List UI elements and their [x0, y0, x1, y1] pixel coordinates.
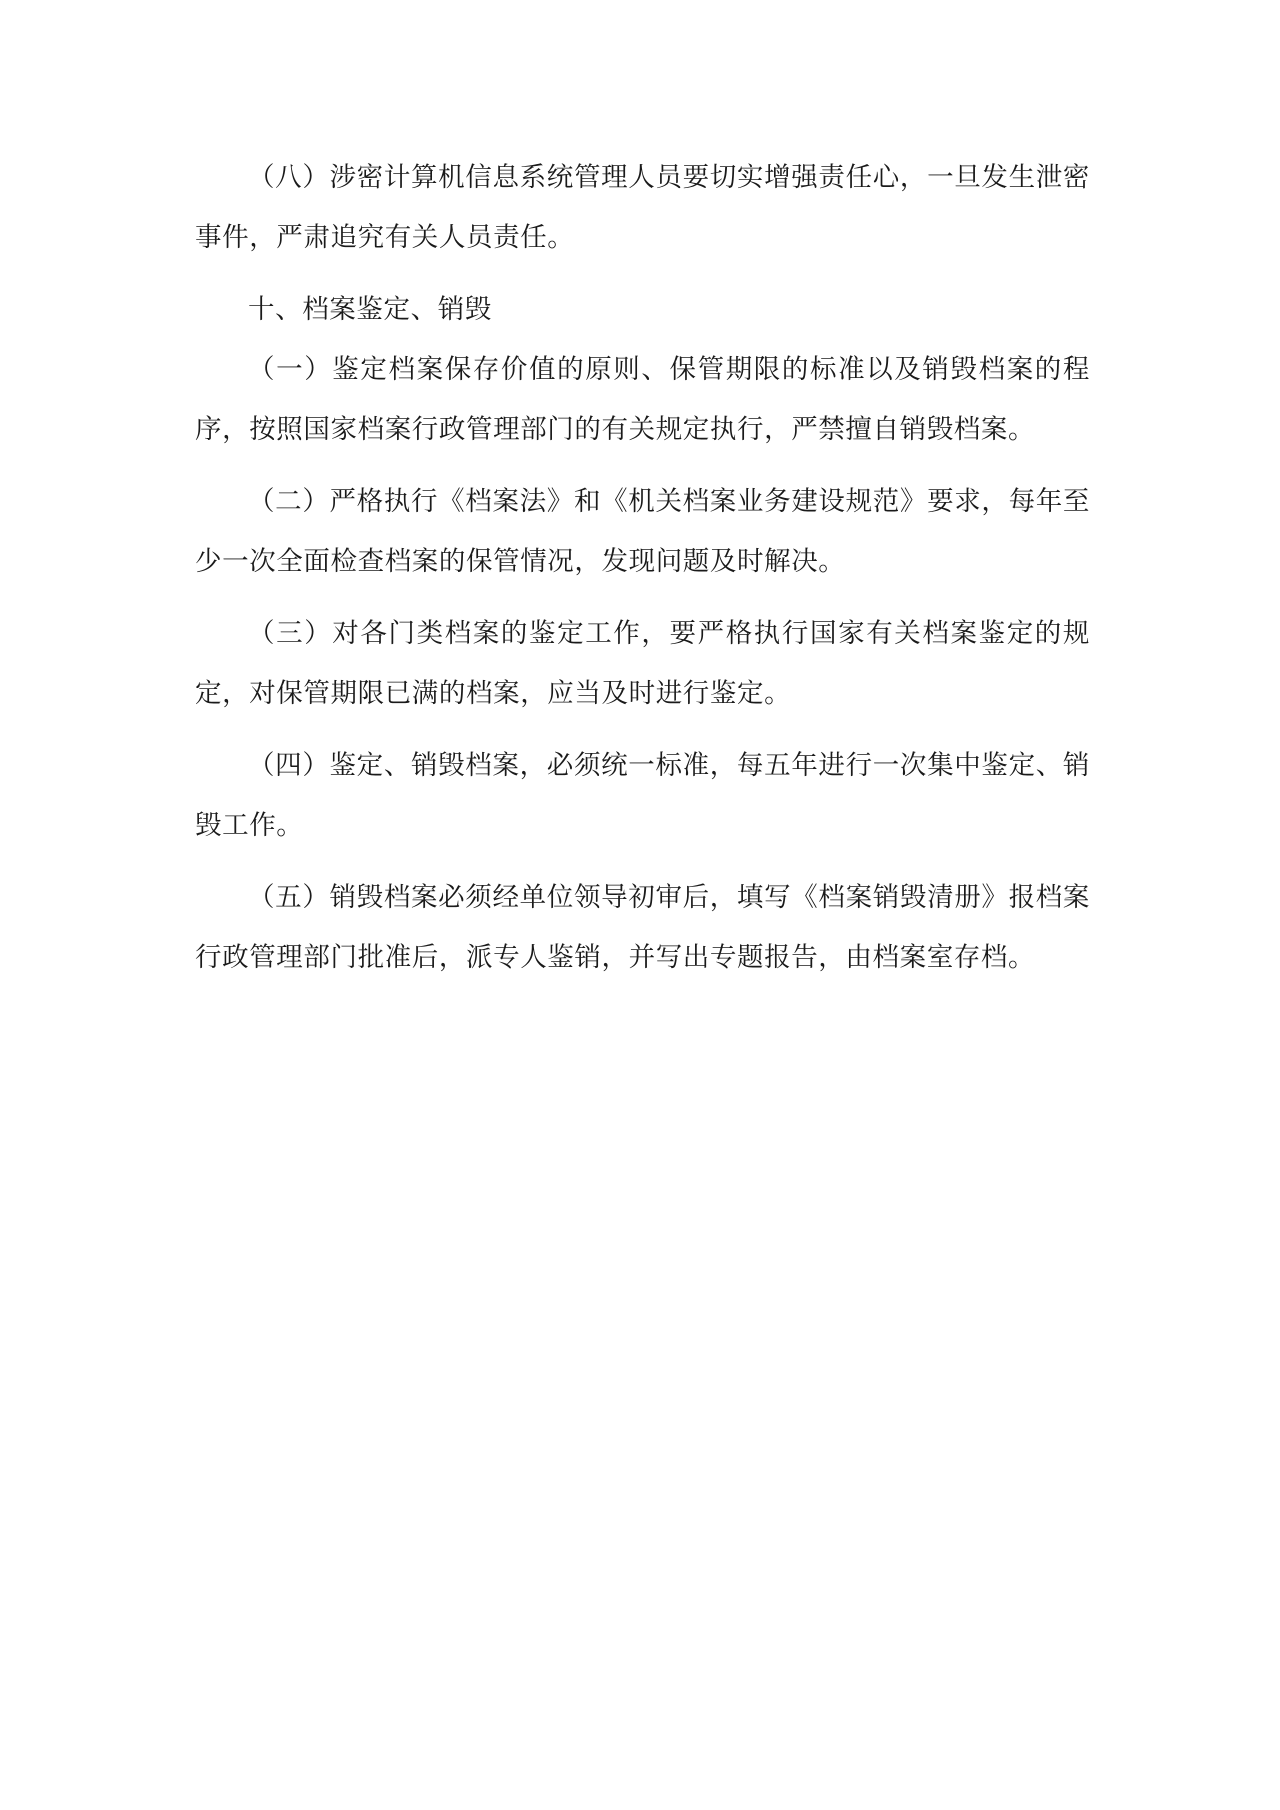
paragraph-4: （四）鉴定、销毁档案，必须统一标准，每五年进行一次集中鉴定、销毁工作。 [195, 750, 1090, 841]
paragraph-2: （二）严格执行《档案法》和《机关档案业务建设规范》要求，每年至少一次全面检查档案的保管情况，发现问题及时解决。 [195, 486, 1090, 577]
section-heading-10: 十、档案鉴定、销毁 [248, 294, 492, 325]
paragraph-5: （五）销毁档案必须经单位领导初审后，填写《档案销毁清册》报档案行政管理部门批准后，派专人鉴销，并写出专题报告，由档案室存档。 [195, 882, 1090, 973]
document-body [195, 148, 1090, 1000]
paragraph-3: （三）对各门类档案的鉴定工作，要严格执行国家有关档案鉴定的规定，对保管期限已满的档案，应当及时进行鉴定。 [195, 618, 1090, 709]
paragraph-1: （一）鉴定档案保存价值的原则、保管期限的标准以及销毁档案的程序，按照国家档案行政管理部门的有关规定执行，严禁擅自销毁档案。 [195, 354, 1090, 445]
paragraph-8: （八）涉密计算机信息系统管理人员要切实增强责任心，一旦发生泄密事件，严肃追究有关人员责任。 [195, 162, 1090, 253]
